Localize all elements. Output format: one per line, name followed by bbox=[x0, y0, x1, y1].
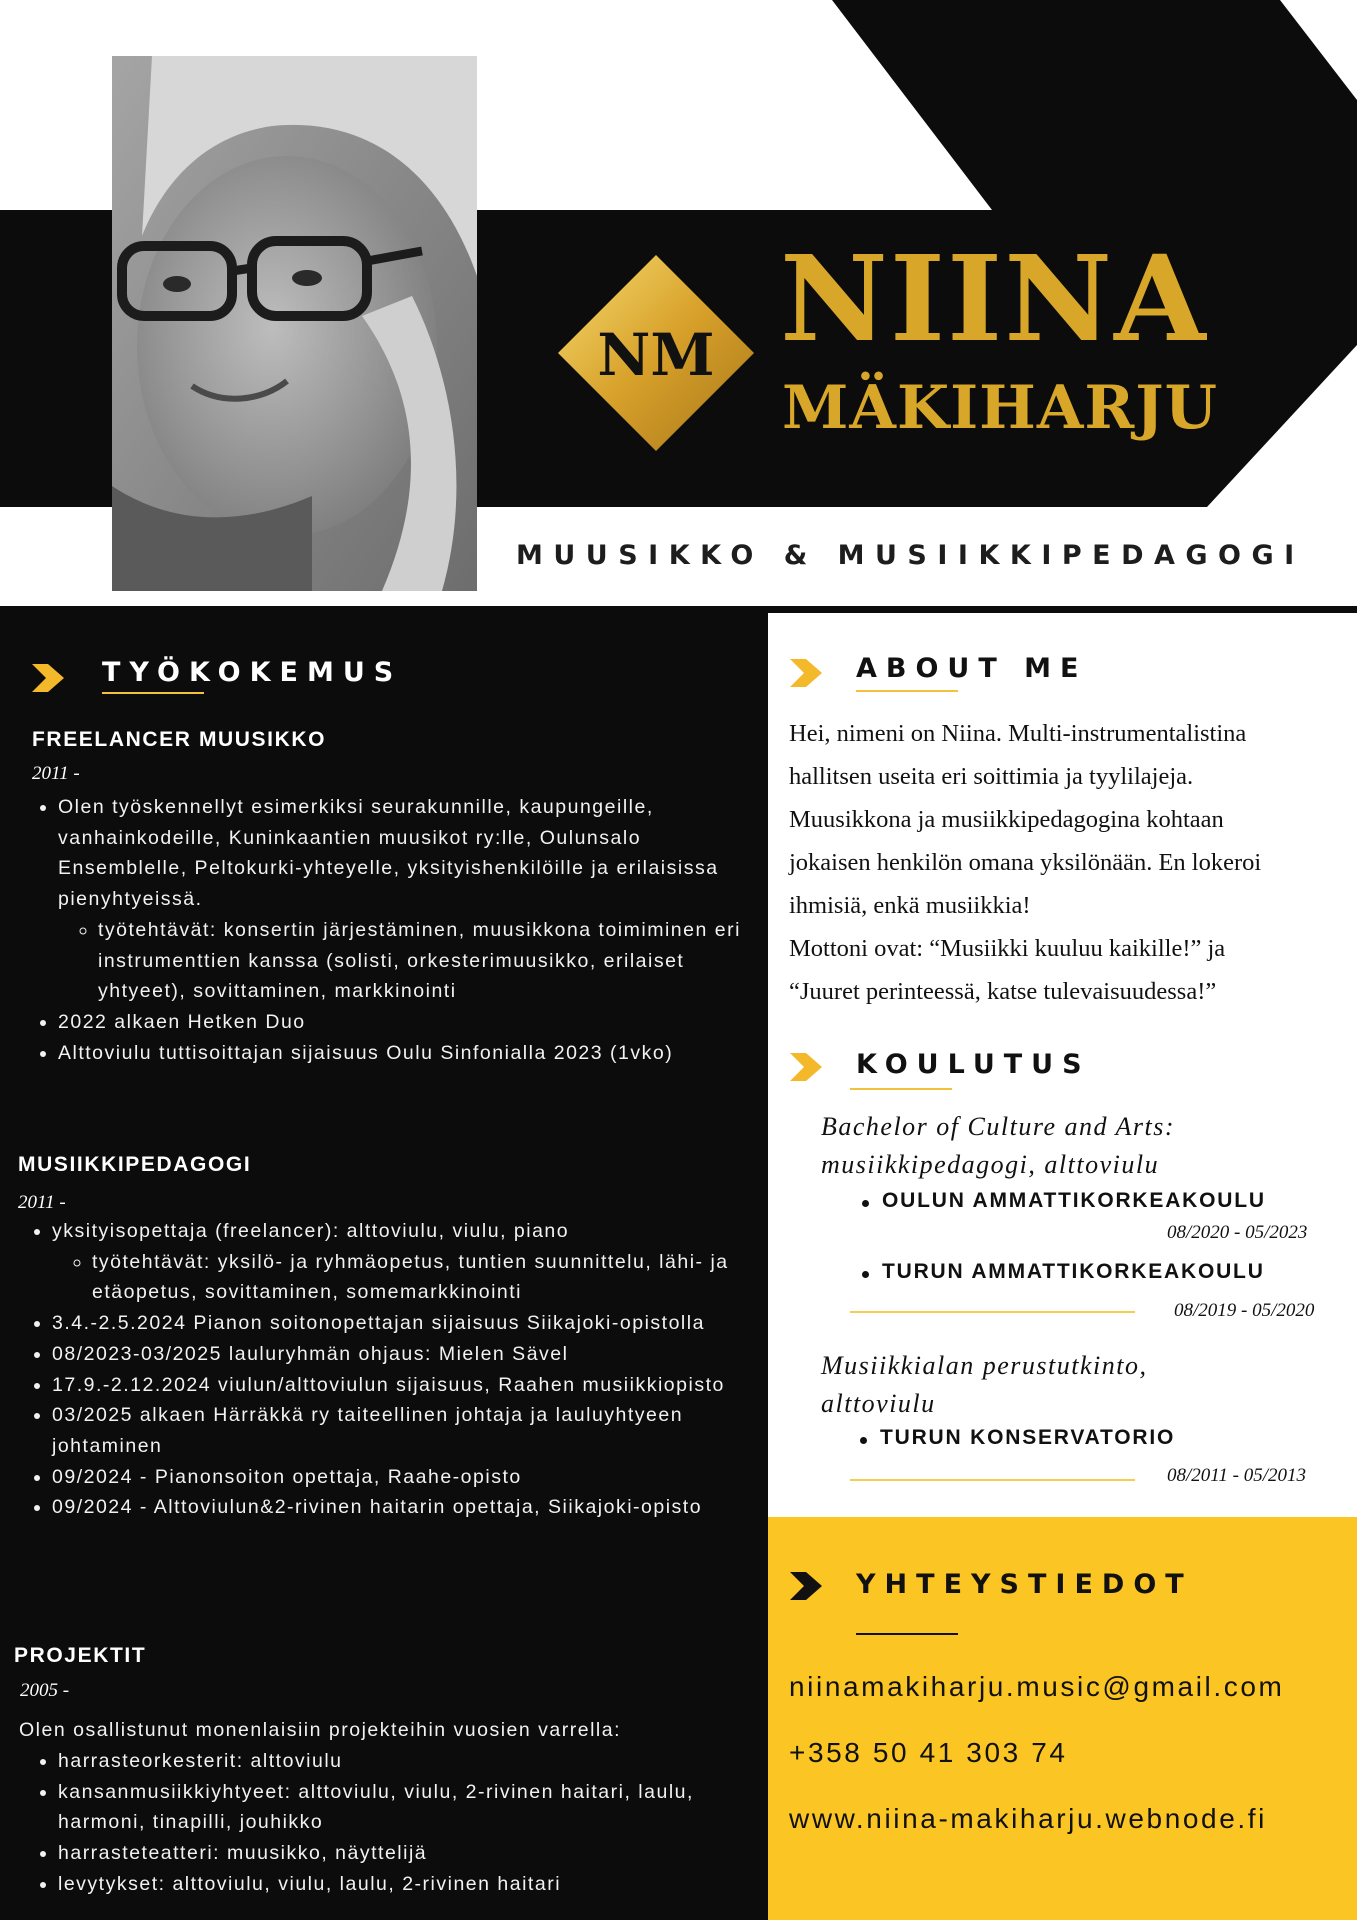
school-dates: 08/2011 - 05/2013 bbox=[1167, 1465, 1306, 1486]
bullet bbox=[862, 1200, 869, 1207]
school-dates: 08/2019 - 05/2020 bbox=[1174, 1300, 1315, 1321]
pedagogi-list bbox=[14, 1216, 760, 1523]
about-line: jokaisen henkilön omana yksilönään. En lokeroi bbox=[789, 849, 1262, 876]
job-heading: MUSIIKKIPEDAGOGI bbox=[18, 1153, 252, 1176]
chevron-right-icon bbox=[790, 1572, 822, 1600]
portrait-photo-icon bbox=[112, 56, 477, 591]
degree-line: musiikkipedagogi, alttoviulu bbox=[821, 1150, 1160, 1179]
list-item: • 17.9.-2.12.2024 viulun/alttoviulun sijaisuus, Raahen musiikkiopisto bbox=[52, 1370, 760, 1401]
list-item: • levytykset: alttoviulu, viulu, laulu, 2-rivinen haitari bbox=[58, 1869, 760, 1900]
projects-list bbox=[20, 1746, 760, 1900]
list-item: • Alttoviulu tuttisoittajan sijaisuus Oulu Sinfonialla 2023 (1vko) bbox=[58, 1038, 760, 1069]
list-item: • 09/2024 - Alttoviulun&2-rivinen haitarin opettaja, Siikajoki-opisto bbox=[52, 1492, 760, 1523]
education-title: KOULUTUS bbox=[856, 1049, 1091, 1080]
list-item: • kansanmusiikkiyhtyeet: alttoviulu, viulu, 2-rivinen haitari, laulu, harmoni, tinapilli, jouhikko bbox=[58, 1777, 760, 1838]
contact-title: YHTEYSTIEDOT bbox=[856, 1569, 1193, 1600]
subtitle: MUUSIKKO & MUSIIKKIPEDAGOGI bbox=[516, 540, 1305, 571]
about-line: Hei, nimeni on Niina. Multi-instrumentalistina bbox=[789, 720, 1247, 747]
school-name: OULUN AMMATTIKORKEAKOULU bbox=[882, 1189, 1266, 1212]
freelancer-list bbox=[20, 792, 760, 1068]
title-underline bbox=[856, 690, 958, 692]
title-underline bbox=[856, 1633, 958, 1635]
about-title: ABOUT ME bbox=[856, 653, 1088, 684]
degree-line: alttoviulu bbox=[821, 1389, 936, 1418]
list-item: • harrasteorkesterit: alttoviulu bbox=[58, 1746, 760, 1777]
title-underline bbox=[850, 1088, 952, 1090]
chevron-right-icon bbox=[32, 664, 64, 692]
about-line: hallitsen useita eri soittimia ja tyylilajeja. bbox=[789, 763, 1194, 790]
last-name: MÄKIHARJU bbox=[782, 373, 1219, 443]
job-year: 2011 - bbox=[18, 1192, 66, 1213]
job-year: 2011 - bbox=[32, 763, 80, 784]
about-line: ihmisiä, enkä musiikkia! bbox=[789, 892, 1031, 919]
chevron-right-icon bbox=[790, 659, 822, 687]
school-dates: 08/2020 - 05/2023 bbox=[1167, 1222, 1308, 1243]
school-name: TURUN AMMATTIKORKEAKOULU bbox=[882, 1260, 1265, 1283]
about-text bbox=[789, 712, 1349, 1013]
list-item: • 03/2025 alkaen Härräkkä ry taiteellinen johtaja ja lauluyhtyeen johtaminen bbox=[52, 1400, 760, 1461]
list-item: • harrasteteatteri: muusikko, näyttelijä bbox=[58, 1838, 760, 1869]
degree-line: Musiikkialan perustutkinto, bbox=[821, 1351, 1148, 1380]
email-link[interactable]: niinamakiharju.music@gmail.com bbox=[789, 1671, 1285, 1702]
divider bbox=[850, 1479, 1135, 1481]
degree-line: Bachelor of Culture and Arts: bbox=[821, 1112, 1176, 1141]
top-right-black-shape bbox=[832, 0, 1357, 210]
divider bbox=[768, 606, 1357, 613]
phone-number[interactable]: +358 50 41 303 74 bbox=[789, 1737, 1068, 1768]
list-item: ◦ työtehtävät: konsertin järjestäminen, muusikkona toimiminen eri instrumenttien kanssa (solisti, orkesterimuusikko, erilaiset yhtyeet), sovittaminen, markkinointi bbox=[98, 915, 760, 1007]
bullet bbox=[860, 1437, 867, 1444]
work-title: TYÖKOKEMUS bbox=[102, 657, 403, 688]
website-link[interactable]: www.niina-makiharju.webnode.fi bbox=[789, 1803, 1267, 1834]
school-name: TURUN KONSERVATORIO bbox=[880, 1426, 1176, 1449]
list-item: • 08/2023-03/2025 lauluryhmän ohjaus: Mielen Sävel bbox=[52, 1339, 760, 1370]
logo-monogram: NM bbox=[597, 321, 715, 389]
projects-intro: Olen osallistunut monenlaisiin projekteihin vuosien varrella: bbox=[19, 1719, 622, 1741]
nm-logo-icon bbox=[558, 255, 754, 451]
list-item: • Olen työskennellyt esimerkiksi seurakunnille, kaupungeille, vanhainkodeille, Kuninkaantien muusikot ry:lle, Oulunsalo Ensemblelle, Peltokurki-yhteyelle, yksityishenkilöille ja erilaisissa pienyhtyeissä. ◦ työtehtävät: konsertin järjestäminen, muusikkona toimiminen eri instrumenttien kanssa (solisti, orkesterimuusikko, erilaiset yhtyeet), sovittaminen, markkinointi bbox=[58, 792, 760, 1007]
job-heading: PROJEKTIT bbox=[14, 1644, 147, 1667]
title-underline bbox=[102, 692, 204, 694]
list-item: ◦ työtehtävät: yksilö- ja ryhmäopetus, tuntien suunnittelu, lähi- ja etäopetus, sovittaminen, somemarkkinointi bbox=[92, 1247, 760, 1308]
list-item: • 3.4.-2.5.2024 Pianon soitonopettajan sijaisuus Siikajoki-opistolla bbox=[52, 1308, 760, 1339]
chevron-right-icon bbox=[790, 1053, 822, 1081]
list-item: • 2022 alkaen Hetken Duo bbox=[58, 1007, 760, 1038]
job-year: 2005 - bbox=[20, 1680, 70, 1701]
profile-photo bbox=[112, 56, 477, 591]
list-item: • yksityisopettaja (freelancer): alttoviulu, viulu, piano ◦ työtehtävät: yksilö- ja ryhmäopetus, tuntien suunnittelu, lähi- ja etäopetus, sovittaminen, somemarkkinointi bbox=[52, 1216, 760, 1308]
about-line: Mottoni ovat: “Musiikki kuuluu kaikille!” ja bbox=[789, 935, 1226, 962]
divider bbox=[850, 1311, 1135, 1313]
about-line: Muusikkona ja musiikkipedagogina kohtaan bbox=[789, 806, 1224, 833]
about-line: “Juuret perinteessä, katse tulevaisuudessa!” bbox=[789, 978, 1217, 1005]
first-name: NIINA bbox=[780, 229, 1208, 368]
bullet bbox=[862, 1271, 869, 1278]
job-heading: FREELANCER MUUSIKKO bbox=[32, 728, 327, 751]
list-item: • 09/2024 - Pianonsoiton opettaja, Raahe-opisto bbox=[52, 1462, 760, 1493]
